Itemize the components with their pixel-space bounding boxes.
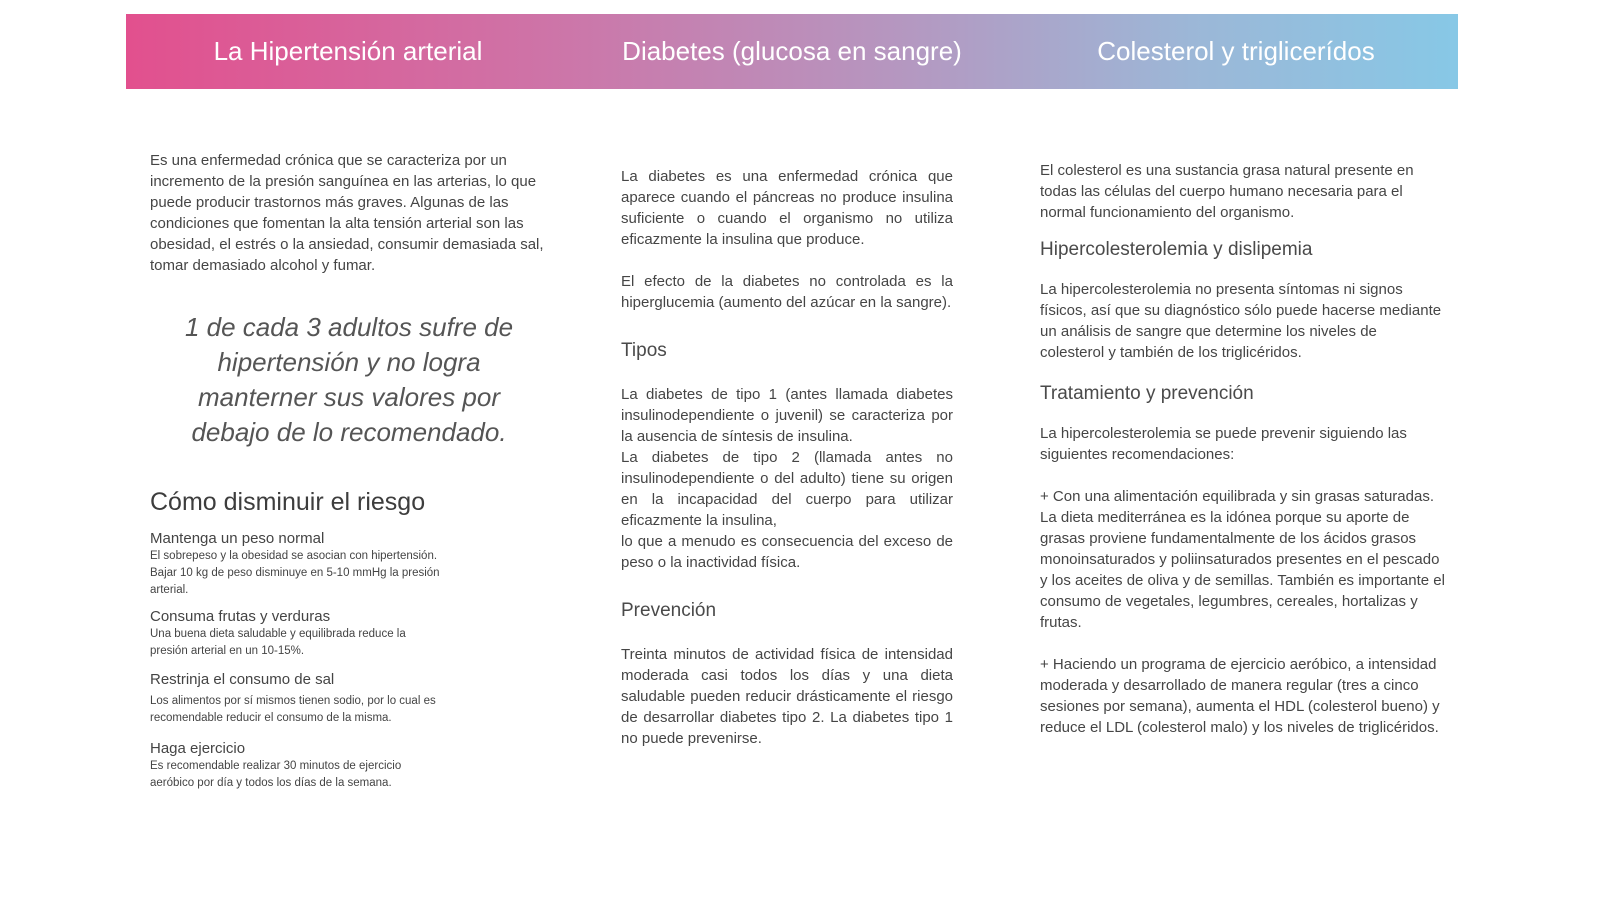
tip-text: Es recomendable realizar 30 minutos de ejercicio aeróbico por día y todos los días de la semana.: [150, 760, 402, 789]
hipercolesterolemia-heading: Hipercolesterolemia y dislipemia: [1040, 239, 1313, 260]
title-colesterol: Colesterol y triglicerídos: [1097, 36, 1375, 66]
title-diabetes: Diabetes (glucosa en sangre): [622, 36, 962, 66]
diabetes-effect: El efecto de la diabetes no controlada es la hiperglucemia (aumento del azúcar en la sangre).: [621, 273, 953, 311]
tip-text: Una buena dieta saludable y equilibrada reduce la presión arterial en un 10-15%.: [150, 628, 406, 657]
prevencion-heading: Prevención: [621, 600, 717, 621]
tip-text: El sobrepeso y la obesidad se asocian con hipertensión. Bajar 10 kg de peso disminuye en 5-10 mmHg la presión arterial.: [150, 550, 440, 596]
hipercolesterolemia-text: La hipercolesterolemia no presenta síntomas ni signos físicos, así que su diagnóstico sólo puede hacerse mediante un análisis de sangre que determine los niveles de colesterol y también de los triglicéridos.: [1040, 281, 1442, 361]
recommendation-item: + Con una alimentación equilibrada y sin grasas saturadas. La dieta mediterránea es la idónea porque su aporte de grasas proviene fundamentalmente de los ácidos grasos monoinsaturados y poliinsaturados presentes en el pescado y los aceites de oliva y de semillas. También es importante el consumo de vegetales, legumbres, cereales, hortalizas y frutas.: [1040, 488, 1445, 631]
tipos-paragraph: lo que a menudo es consecuencia del exceso de peso o la inactividad física.: [621, 533, 953, 571]
tip-item: [150, 607, 440, 660]
tip-item: [150, 670, 440, 727]
recommendation-item: + Haciendo un programa de ejercicio aeróbico, a intensidad moderada y desarrollado de manera regular (tres a cinco sesiones por semana), aumenta el HDL (colesterol bueno) y reduce el LDL (colesterol malo) y los niveles de triglicéridos.: [1040, 656, 1440, 736]
risk-heading: Cómo disminuir el riesgo: [150, 488, 426, 516]
header-banner: [126, 14, 1458, 89]
column-colesterol: [1040, 160, 1445, 738]
prevencion-text: Treinta minutos de actividad física de intensidad moderada casi todos los días y una dieta saludable pueden reducir drásticamente el riesgo de desarrollar diabetes tipo 2. La diabetes tipo 1 no puede prevenirse.: [621, 646, 953, 747]
tip-title: Haga ejercicio: [150, 740, 246, 757]
diabetes-intro: La diabetes es una enfermedad crónica que aparece cuando el páncreas no produce insulina suficiente o cuando el organismo no utiliza eficazmente la insulina que produce.: [621, 168, 953, 248]
tip-item: [150, 529, 440, 599]
tratamiento-intro: La hipercolesterolemia se puede prevenir siguiendo las siguientes recomendaciones:: [1040, 425, 1407, 463]
risk-tips-list: [150, 529, 440, 792]
tratamiento-heading: Tratamiento y prevención: [1040, 383, 1254, 404]
title-hipertension: La Hipertensión arterial: [213, 36, 483, 66]
hipertension-intro: Es una enfermedad crónica que se caracteriza por un incremento de la presión sanguínea en las arterias, lo que puede producir trastornos más graves. Algunas de las condiciones que fomentan la alta tensión arterial son las obesidad, el estrés o la ansiedad, consumir demasiada sal, tomar demasiado alcohol y fumar.: [150, 152, 544, 274]
tipos-paragraph: La diabetes de tipo 1 (antes llamada diabetes insulinodependiente o juvenil) se caracteriza por la ausencia de síntesis de insulina.: [621, 386, 953, 445]
tip-text: Los alimentos por sí mismos tienen sodio, por lo cual es recomendable reducir el consumo de la misma.: [150, 695, 436, 724]
tip-title: Consuma frutas y verduras: [150, 608, 331, 625]
colesterol-intro: El colesterol es una sustancia grasa natural presente en todas las células del cuerpo humano necesaria para el normal funcionamiento del organismo.: [1040, 162, 1414, 221]
hipertension-quote: 1 de cada 3 adultos sufre de hipertensión y no logra manterner sus valores por debajo de lo recomendado.: [184, 312, 514, 447]
tip-title: Mantenga un peso normal: [150, 530, 325, 547]
tip-title: Restrinja el consumo de sal: [150, 671, 335, 688]
tipos-paragraph: La diabetes de tipo 2 (llamada antes no insulinodependiente o del adulto) tiene su origen en la incapacidad del cuerpo para utilizar eficazmente la insulina,: [621, 449, 953, 529]
tipos-heading: Tipos: [621, 340, 667, 361]
column-diabetes: [621, 166, 953, 749]
tip-item: [150, 739, 440, 792]
column-hipertension: [150, 150, 548, 792]
